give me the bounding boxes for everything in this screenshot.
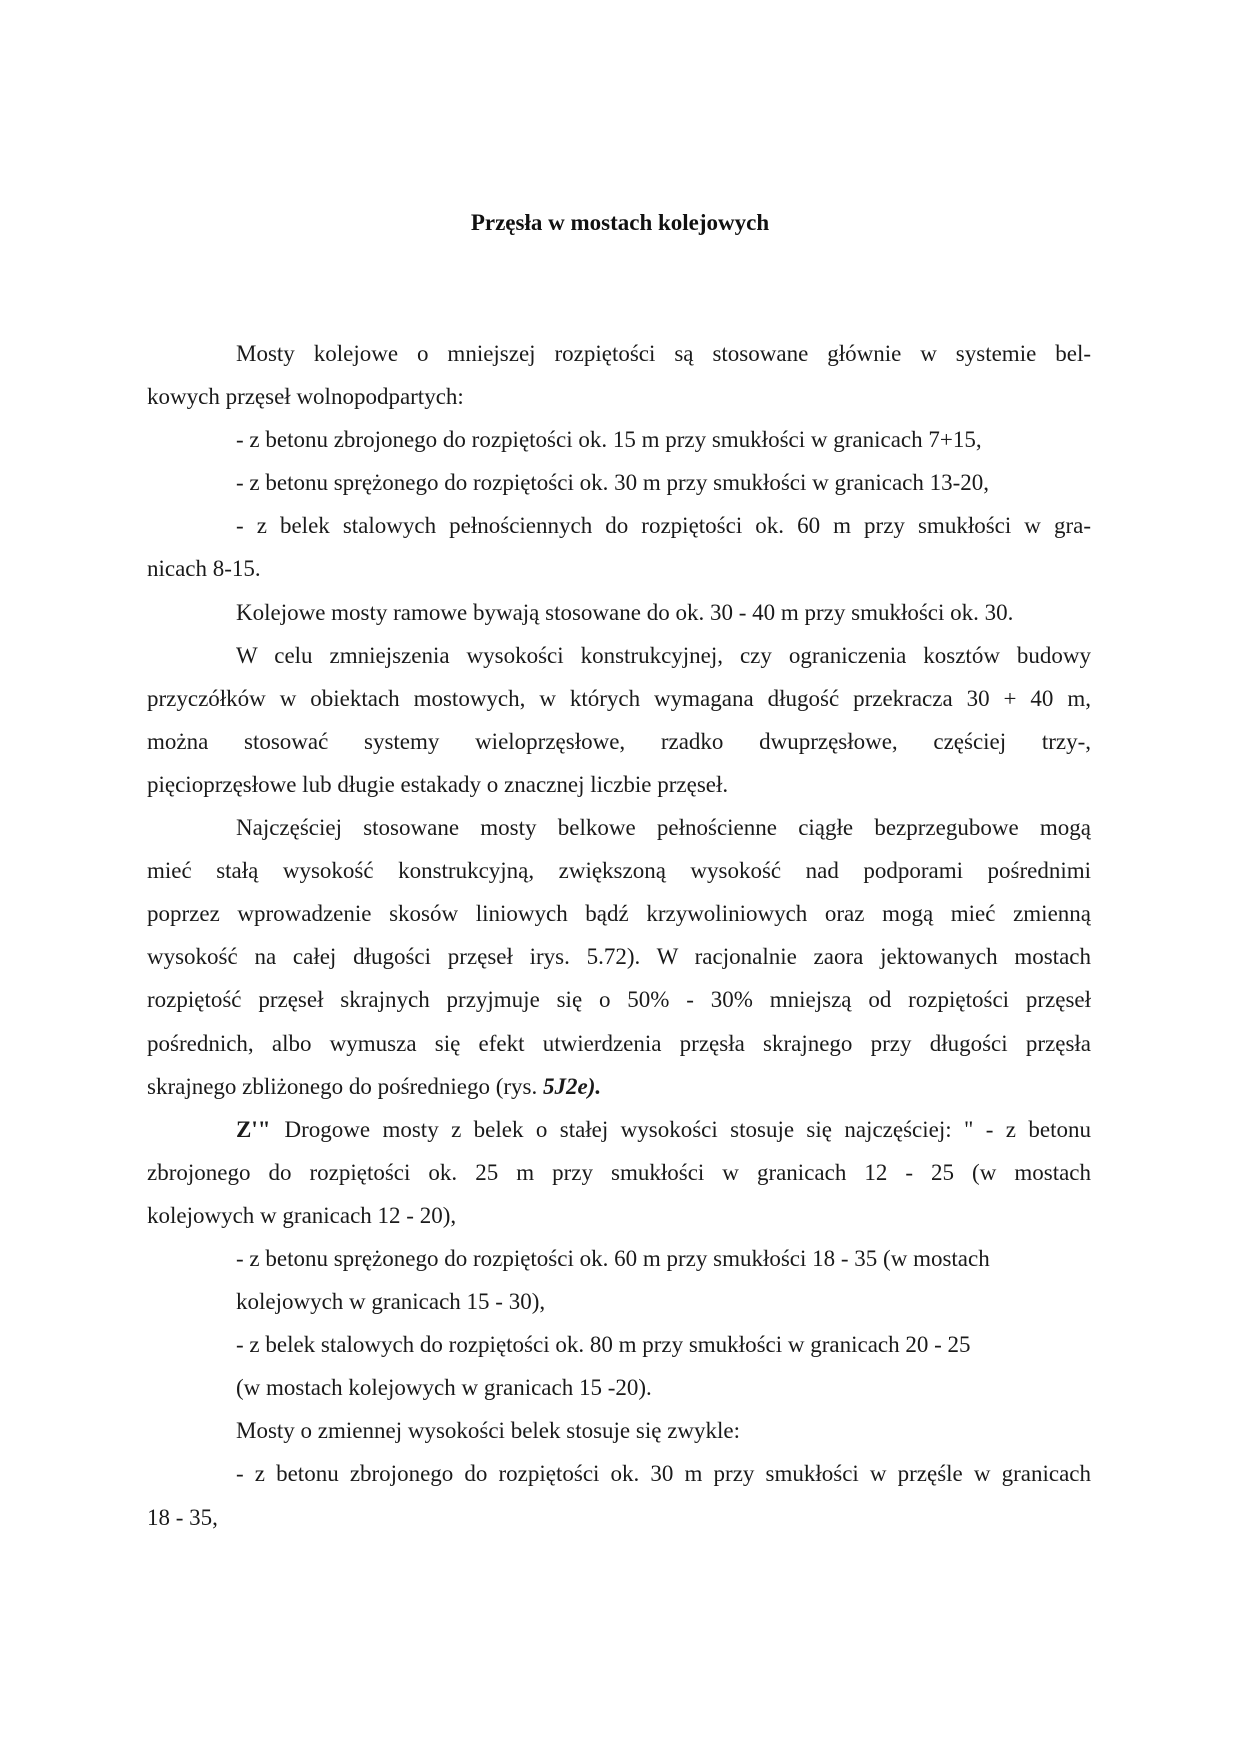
section-marker: Z'"	[236, 1116, 271, 1142]
text-line: W celu zmniejszenia wysokości konstrukcyjnej, czy ograniczenia kosztów budowy	[236, 642, 1091, 668]
text-line: Mosty o zmiennej wysokości belek stosuje się zwykle:	[236, 1418, 741, 1444]
text-line: poprzez wprowadzenie skosów liniowych bądź krzywoliniowych oraz mogą mieć zmienną	[147, 901, 1091, 927]
text-line: można stosować systemy wieloprzęsłowe, rzadko dwuprzęsłowe, częściej trzy-,	[147, 728, 1091, 754]
text-line: kowych przęseł wolnopodpartych:	[147, 384, 464, 410]
figure-reference: 5J2e).	[543, 1073, 602, 1099]
text-line: Mosty kolejowe o mniejszej rozpiętości są stosowane głównie w systemie bel-	[236, 341, 1091, 366]
text-line: kolejowych w granicach 15 - 30),	[236, 1289, 546, 1315]
text-line: nicach 8-15.	[147, 556, 261, 582]
text-line	[147, 1065, 1091, 1108]
text-line: Kolejowe mosty ramowe bywają stosowane do ok. 30 - 40 m przy smukłości ok. 30.	[236, 599, 1014, 625]
text-line: zbrojonego do rozpiętości ok. 25 m przy smukłości w granicach 12 - 25 (w mostach	[147, 1159, 1091, 1185]
text-span: skrajnego zbliżonego do pośredniego (rys.	[147, 1073, 544, 1099]
document-body	[147, 332, 1091, 1539]
text-line: przyczółków w obiektach mostowych, w których wymagana długość przekracza 30 + 40 m,	[147, 685, 1091, 711]
text-line: kolejowych w granicach 12 - 20),	[147, 1202, 457, 1228]
text-line: - z betonu sprężonego do rozpiętości ok. 30 m przy smukłości w granicach 13-20,	[236, 470, 990, 496]
text-line: wysokość na całej długości przęseł irys. 5.72). W racjonalnie zaora jektowanych mostach	[147, 944, 1091, 970]
text-line: Najczęściej stosowane mosty belkowe pełnościenne ciągłe bezprzegubowe mogą	[236, 815, 1091, 841]
text-line: - z belek stalowych pełnościennych do rozpiętości ok. 60 m przy smukłości w gra-	[236, 513, 1091, 539]
text-span: Drogowe mosty z belek o stałej wysokości stosuje się najczęściej: " - z betonu	[284, 1116, 1091, 1142]
text-line: pośrednich, albo wymusza się efekt utwierdzenia przęsła skrajnego przy długości przęsła	[147, 1030, 1091, 1056]
text-line: mieć stałą wysokość konstrukcyjną, zwiększoną wysokość nad podporami pośrednimi	[147, 858, 1091, 884]
text-line: - z betonu sprężonego do rozpiętości ok. 60 m przy smukłości 18 - 35 (w mostach	[236, 1245, 990, 1271]
text-line: - z betonu zbrojonego do rozpiętości ok. 15 m przy smukłości w granicach 7+15,	[236, 427, 982, 453]
text-line	[147, 1108, 1091, 1151]
text-line: pięcioprzęsłowe lub długie estakady o znacznej liczbie przęseł.	[147, 771, 729, 797]
document-title: Przęsła w mostach kolejowych	[470, 210, 770, 235]
text-line: - z betonu zbrojonego do rozpiętości ok. 30 m przy smukłości w przęśle w granicach	[236, 1461, 1091, 1487]
text-line: 18 - 35,	[147, 1504, 218, 1530]
text-line: (w mostach kolejowych w granicach 15 -20).	[236, 1375, 652, 1401]
text-line: - z belek stalowych do rozpiętości ok. 80 m przy smukłości w granicach 20 - 25	[236, 1332, 971, 1358]
text-line: rozpiętość przęseł skrajnych przyjmuje się o 50% - 30% mniejszą od rozpiętości przęseł	[147, 987, 1091, 1013]
